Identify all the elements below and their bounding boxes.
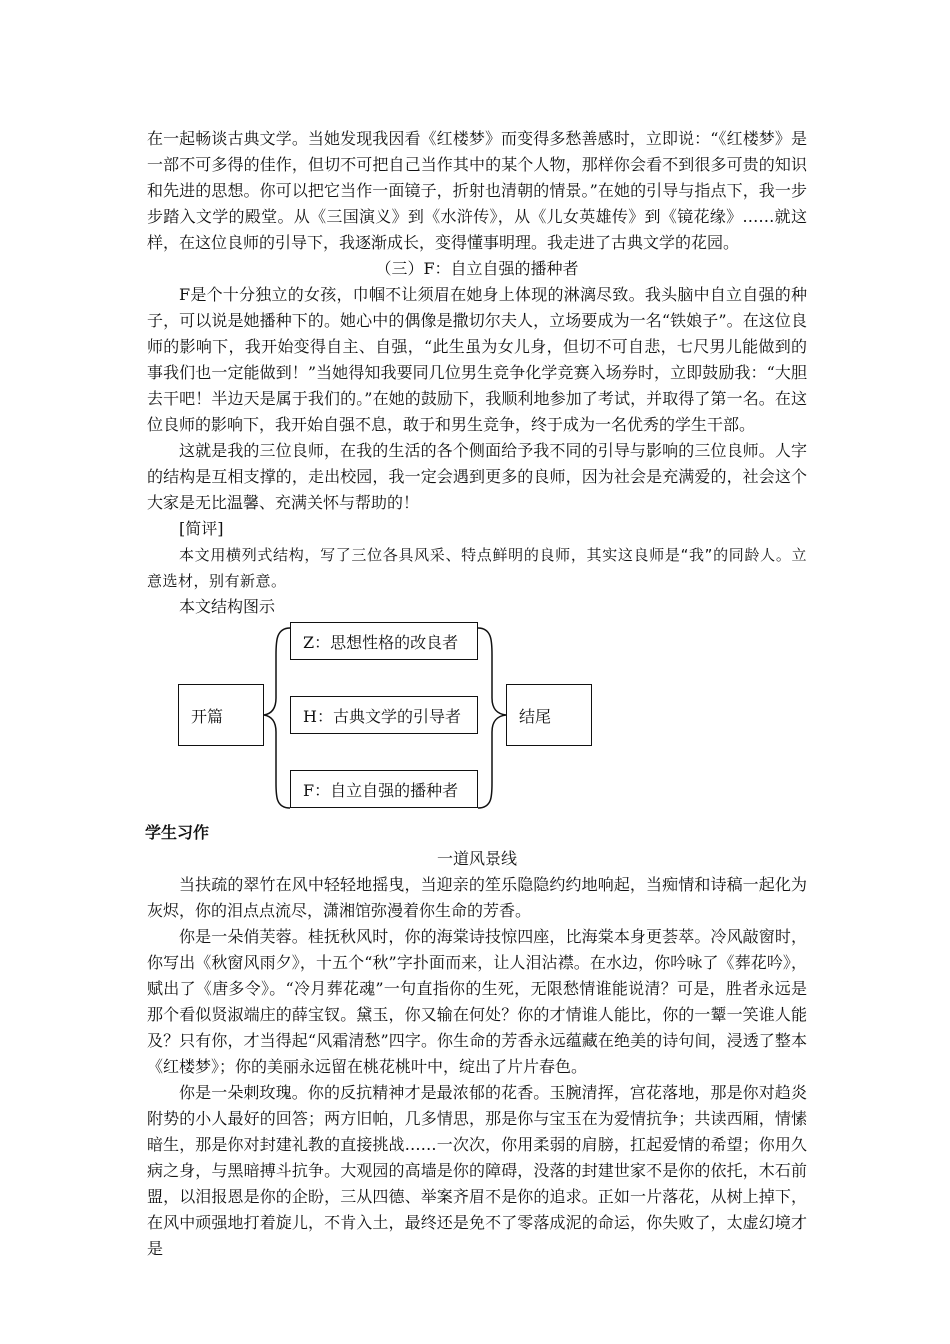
diagram-item-h-label: H：古典文学的引导者 — [303, 706, 461, 726]
paragraph-h-continuation: 在一起畅谈古典文学。当她发现我因看《红楼梦》而变得多愁善感时，立即说：“《红楼梦》是一部不可多得的佳作，但切不可把自己当作其中的某个人物，那样你会看不到很多可贵的知识和先进的思想。你可以把它当作一面镜子，折射也清朝的情景。”在她的引导与指点下，我一步步踏入文学的殿堂。从《三国演义》到《水浒传》，从《儿女英雄传》到《镜花缘》……就这样，在这位良师的引导下，我逐渐成长，变得懂事明理。我走进了古典文学的花园。 — [147, 129, 807, 252]
diagram-item-f-label: F：自立自强的播种者 — [303, 780, 459, 800]
comment-text: 本文用横列式结构，写了三位各具风采、特点鲜明的良师，其实这良师是“我”的同龄人。立意选材，别有新意。 — [147, 546, 807, 590]
student-essay-block — [147, 820, 807, 1262]
paragraph-conclusion: 这就是我的三位良师，在我的生活的各个侧面给予我不同的引导与影响的三位良师。人字的结构是互相支撑的，走出校园，我一定会遇到更多的良师，因为社会是充满爱的，社会这个大家是无比温馨、充满关怀与帮助的！ — [147, 441, 807, 512]
student-essay-heading: 学生习作 — [145, 823, 210, 842]
essay-title: 一道风景线 — [436, 849, 517, 868]
diagram-item-z-label: Z：思想性格的改良者 — [303, 632, 459, 652]
essay-paragraph-2: 你是一朵俏芙蓉。桂抚秋风时，你的海棠诗技惊四座，比海棠本身更荟萃。冷风敲窗时，你写出《秋窗风雨夕》，十五个“秋”字扑面而来，让人泪沾襟。在水边，你吟咏了《葬花吟》，赋出了《唐多令》。“冷月葬花魂”一句直指你的生死，无限愁情谁能说清？可是，胜者永远是那个看似贤淑端庄的薛宝钗。黛玉，你又输在何处？你的才情谁人能比，你的一颦一笑谁人能及？只有你，才当得起“风霜清愁”四字。你生命的芳香永远蕴藏在绝美的诗句间，浸透了整本《红楼梦》；你的美丽永远留在桃花桃叶中，绽出了片片春色。 — [147, 927, 807, 1076]
right-brace — [478, 628, 506, 808]
diagram-caption: 本文结构图示 — [179, 597, 276, 616]
subheading-f: （三）F：自立自强的播种者 — [375, 259, 579, 278]
diagram-end-label: 结尾 — [519, 706, 552, 726]
essay-paragraph-1: 当扶疏的翠竹在风中轻轻地摇曳，当迎亲的笙乐隐隐约约地响起，当痴情和诗稿一起化为灰烬，你的泪点点流尽，潇湘馆弥漫着你生命的芳香。 — [147, 875, 807, 920]
diagram-start-label: 开篇 — [191, 706, 224, 726]
comment-label: [简评] — [179, 519, 224, 538]
essay-paragraph-3: 你是一朵刺玫瑰。你的反抗精神才是最浓郁的花香。玉腕清挥，宫花落地，那是你对趋炎附势的小人最好的回答；两方旧帕，几多情思，那是你与宝玉在为爱情抗争；共读西厢，情愫暗生，那是你对封建礼教的直接挑战……一次次，你用柔弱的肩膀，扛起爱情的希望；你用久病之身，与黑暗搏斗抗争。大观园的高墙是你的障碍，没落的封建世家不是你的依托，木石前盟，以泪报恩是你的企盼，三从四德、举案齐眉不是你的追求。正如一片落花，从树上掉下，在风中顽强地打着旋儿，不肯入土，最终还是免不了零落成泥的命运，你失败了，太虚幻境才是 — [147, 1083, 807, 1258]
left-brace — [264, 628, 290, 808]
paragraph-f: F是个十分独立的女孩，巾帼不让须眉在她身上体现的淋漓尽致。我头脑中自立自强的种子，可以说是她播种下的。她心中的偶像是撒切尔夫人，立场要成为一名“铁娘子”。在这位良师的影响下，我开始变得自主、自强，“此生虽为女儿身，但切不可自悲，七尺男儿能做到的事我们也一定能做到！”当她得知我要同几位男生竞争化学竞赛入场券时，立即鼓励我：“大胆去干吧！半边天是属于我们的。”在她的鼓励下，我顺利地参加了考试，并取得了第一名。在这位良师的影响下，我开始自强不息，敢于和男生竞争，终于成为一名优秀的学生干部。 — [147, 285, 807, 434]
